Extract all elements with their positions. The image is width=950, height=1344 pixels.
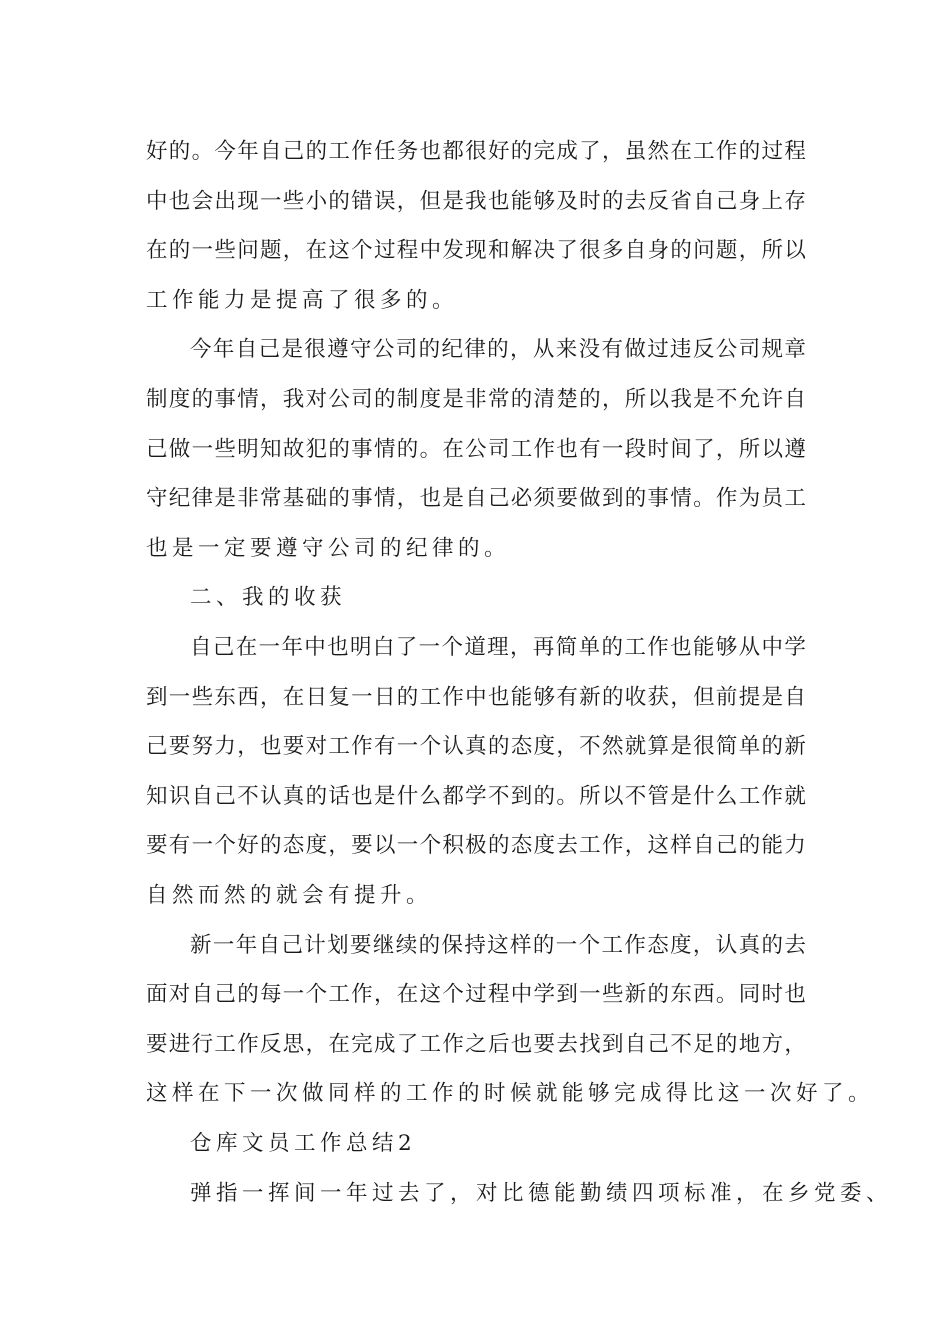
text-line: 到 一 些 东 西 ， 在 日 复 一 日 的 工 作 中 也 能 够 有 新 的 收 获 ， 但 前 提 是 自 [146, 684, 806, 710]
text-line: 这样在下一次做同样的工作的时候就能够完成得比这一次好了。 [146, 1081, 875, 1107]
text-line: 面 对 自 己 的 每 一 个 工 作 ， 在 这 个 过 程 中 学 到 一 些 新 的 东 西 。 同 时 也 [146, 982, 806, 1008]
text-line: 弹指一挥间一年过去了，对比德能勤绩四项标准，在乡党委、 [190, 1180, 893, 1206]
text-line: 制 度 的 事 情 ， 我 对 公 司 的 制 度 是 非 常 的 清 楚 的 ， 所 以 我 是 不 允 许 自 [146, 387, 806, 412]
text-line: 要 进 行 工 作 反 思 ， 在 完 成 了 工 作 之 后 也 要 去 找 到 自 己 不 足 的 地 方 ， [146, 1031, 806, 1057]
text-line: 在 的 一 些 问 题 ， 在 这 个 过 程 中 发 现 和 解 决 了 很 多 自 身 的 问 题 ， 所 以 [146, 238, 806, 264]
text-line: 工作能力是提高了很多的。 [146, 287, 459, 313]
text-line: 仓库文员工作总结2 [190, 1131, 417, 1156]
text-line: 守 纪 律 是 非 常 基 础 的 事 情 ， 也 是 自 己 必 须 要 做 到 的 事 情 。 作 为 员 工 [146, 486, 806, 512]
text-line: 己 要 努 力 ， 也 要 对 工 作 有 一 个 认 真 的 态 度 ， 不 然 就 算 是 很 简 单 的 新 [146, 734, 806, 760]
text-line: 己 做 一 些 明 知 故 犯 的 事 情 的 。 在 公 司 工 作 也 有 一 段 时 间 了 ， 所 以 遵 [146, 436, 806, 462]
text-line: 中 也 会 出 现 一 些 小 的 错 误 ， 但 是 我 也 能 够 及 时 的 去 反 省 自 己 身 上 存 [146, 188, 806, 214]
text-line: 要 有 一 个 好 的 态 度 ， 要 以 一 个 积 极 的 态 度 去 工 作 ， 这 样 自 己 的 能 力 [146, 833, 806, 859]
text-line: 自然而然的就会有提升。 [146, 883, 433, 908]
text-line: 今 年 自 己 是 很 遵 守 公 司 的 纪 律 的 ， 从 来 没 有 做 过 违 反 公 司 规 章 [190, 337, 806, 363]
text-line: 也是一定要遵守公司的纪律的。 [146, 535, 511, 561]
text-line: 知 识 自 己 不 认 真 的 话 也 是 什 么 都 学 不 到 的 。 所 以 不 管 是 什 么 工 作 就 [146, 783, 806, 809]
text-line: 自 己 在 一 年 中 也 明 白 了 一 个 道 理 ， 再 简 单 的 工 作 也 能 够 从 中 学 [190, 635, 806, 660]
text-line: 二、我的收获 [190, 585, 347, 611]
text-line: 好 的 。 今 年 自 己 的 工 作 任 务 也 都 很 好 的 完 成 了 ， 虽 然 在 工 作 的 过 程 [146, 139, 806, 164]
text-line: 新 一 年 自 己 计 划 要 继 续 的 保 持 这 样 的 一 个 工 作 态 度 ， 认 真 的 去 [190, 932, 806, 958]
